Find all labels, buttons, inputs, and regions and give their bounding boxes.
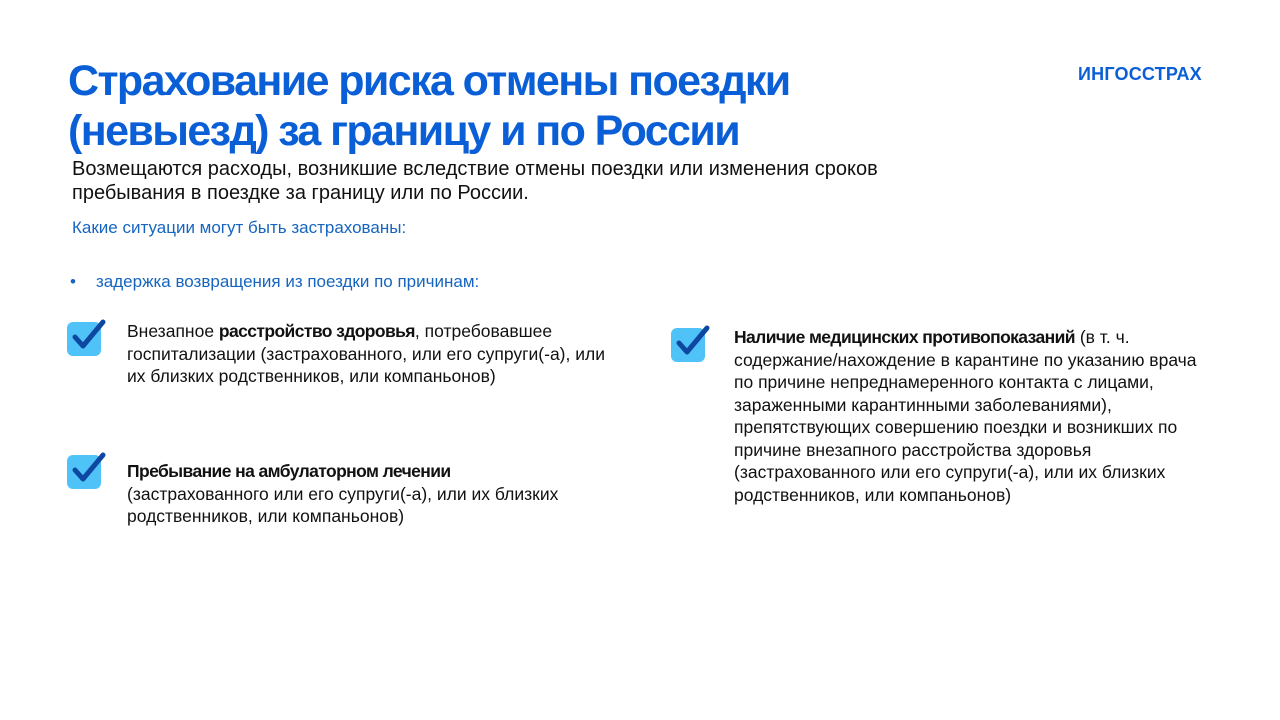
item-3-text <box>734 326 1204 506</box>
bullet-marker: • <box>70 272 76 291</box>
slide-title <box>68 56 968 156</box>
item-3-bold: Наличие медицинских противопоказаний <box>734 327 1075 347</box>
title-line-2: (невыезд) за границу и по России <box>68 107 740 155</box>
ingosstrakh-logo: ИНГОССТРАХ <box>1078 64 1202 84</box>
checkbox-checked-icon <box>669 324 709 364</box>
item-1-prefix: Внезапное <box>127 321 219 341</box>
intro-text: Возмещаются расходы, возникшие вследствие отмены поездки или изменения сроков пребывания в поездке за границу или по России. <box>72 158 878 204</box>
checkbox-checked-icon <box>65 318 105 358</box>
item-2-rest: (застрахованного или его супруги(-а), или их близких родственников, или компаньонов) <box>127 483 559 526</box>
item-2-text <box>127 460 627 528</box>
title-line-1: Страхование риска отмены поездки <box>68 57 790 105</box>
subheading: Какие ситуации могут быть застрахованы: <box>72 218 407 237</box>
bullet-text: задержка возвращения из поездки по причинам: <box>96 272 480 291</box>
item-2-bold: Пребывание на амбулаторном лечении <box>127 461 451 481</box>
item-1-text <box>127 320 617 388</box>
item-1-rest: , потребовавшее госпитализации (застрахованного, или его супруги(-а), или их близких родственников, или компаньонов) <box>127 321 605 386</box>
checkbox-checked-icon <box>65 451 105 491</box>
item-3-rest: (в т. ч. содержание/нахождение в карантине по указанию врача по причине непреднамеренного контакта с лицами, зараженными карантинными заболеваниями), препятствующих совершению поездки и возникших по причине внезапного расстройства здоровья (застрахованного или его супруги(-а), или их близких родственников, или компаньонов) <box>734 327 1197 505</box>
bullet-item <box>70 271 479 293</box>
item-1-bold: расстройство здоровья <box>218 321 415 341</box>
